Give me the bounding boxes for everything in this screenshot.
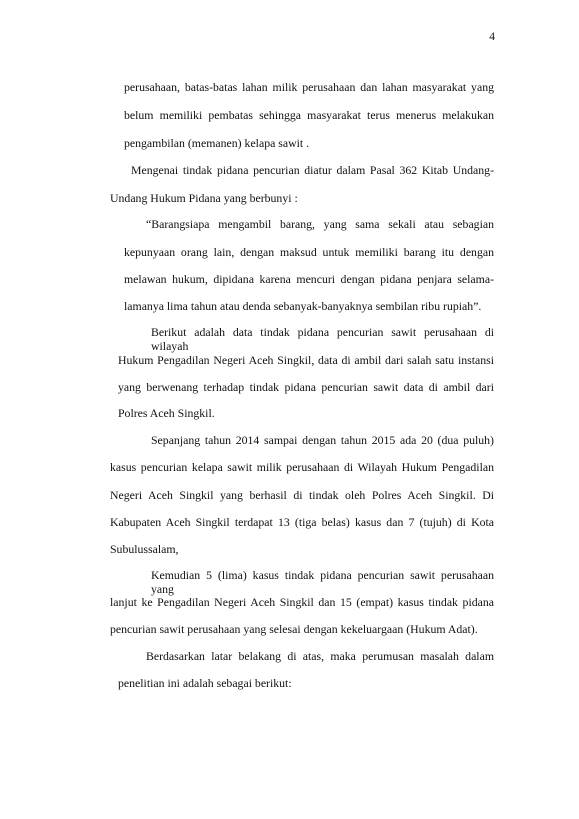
paragraph-line: kasus pencurian kelapa sawit milik perusahaan di Wilayah Hukum Pengadilan	[110, 460, 494, 474]
page-number: 4	[489, 31, 495, 43]
paragraph-line: Undang Hukum Pidana yang berbunyi :	[110, 191, 298, 205]
paragraph-line: Subulussalam,	[110, 542, 179, 556]
quote-line: “Barangsiapa mengambil barang, yang sama sekali atau sebagian	[146, 217, 494, 231]
paragraph-line: Berikut adalah data tindak pidana pencurian sawit perusahaan di wilayah	[151, 325, 494, 353]
paragraph-line: Mengenai tindak pidana pencurian diatur dalam Pasal 362 Kitab Undang-	[131, 163, 494, 177]
quote-line: lamanya lima tahun atau denda sebanyak-banyaknya sembilan ribu rupiah”.	[124, 299, 482, 313]
paragraph-line: Sepanjang tahun 2014 sampai dengan tahun 2015 ada 20 (dua puluh)	[151, 433, 494, 447]
paragraph-line: yang berwenang terhadap tindak pidana pencurian sawit data di ambil dari	[118, 380, 494, 394]
paragraph-line: pengambilan (memanen) kelapa sawit .	[124, 136, 310, 150]
paragraph-line: pencurian sawit perusahaan yang selesai dengan kekeluargaan (Hukum Adat).	[110, 622, 478, 636]
paragraph-line: Hukum Pengadilan Negeri Aceh Singkil, data di ambil dari salah satu instansi	[118, 353, 494, 367]
paragraph-line: Kabupaten Aceh Singkil terdapat 13 (tiga belas) kasus dan 7 (tujuh) di Kota	[110, 515, 494, 529]
quote-line: melawan hukum, dipidana karena mencuri dengan pidana penjara selama-	[124, 272, 494, 286]
paragraph-line: Berdasarkan latar belakang di atas, maka perumusan masalah dalam	[146, 649, 494, 663]
paragraph-line: Kemudian 5 (lima) kasus tindak pidana pencurian sawit perusahaan yang	[151, 568, 494, 596]
paragraph-line: belum memiliki pembatas sehingga masyarakat terus menerus melakukan	[124, 108, 494, 122]
paragraph-line: Polres Aceh Singkil.	[118, 406, 215, 420]
paragraph-line: perusahaan, batas-batas lahan milik perusahaan dan lahan masyarakat yang	[124, 80, 494, 94]
paragraph-line: lanjut ke Pengadilan Negeri Aceh Singkil dan 15 (empat) kasus tindak pidana	[110, 595, 494, 609]
quote-line: kepunyaan orang lain, dengan maksud untuk memiliki barang itu dengan	[124, 245, 494, 259]
paragraph-line: penelitian ini adalah sebagai berikut:	[118, 676, 292, 690]
paragraph-line: Negeri Aceh Singkil yang berhasil di tindak oleh Polres Aceh Singkil. Di	[110, 488, 494, 502]
